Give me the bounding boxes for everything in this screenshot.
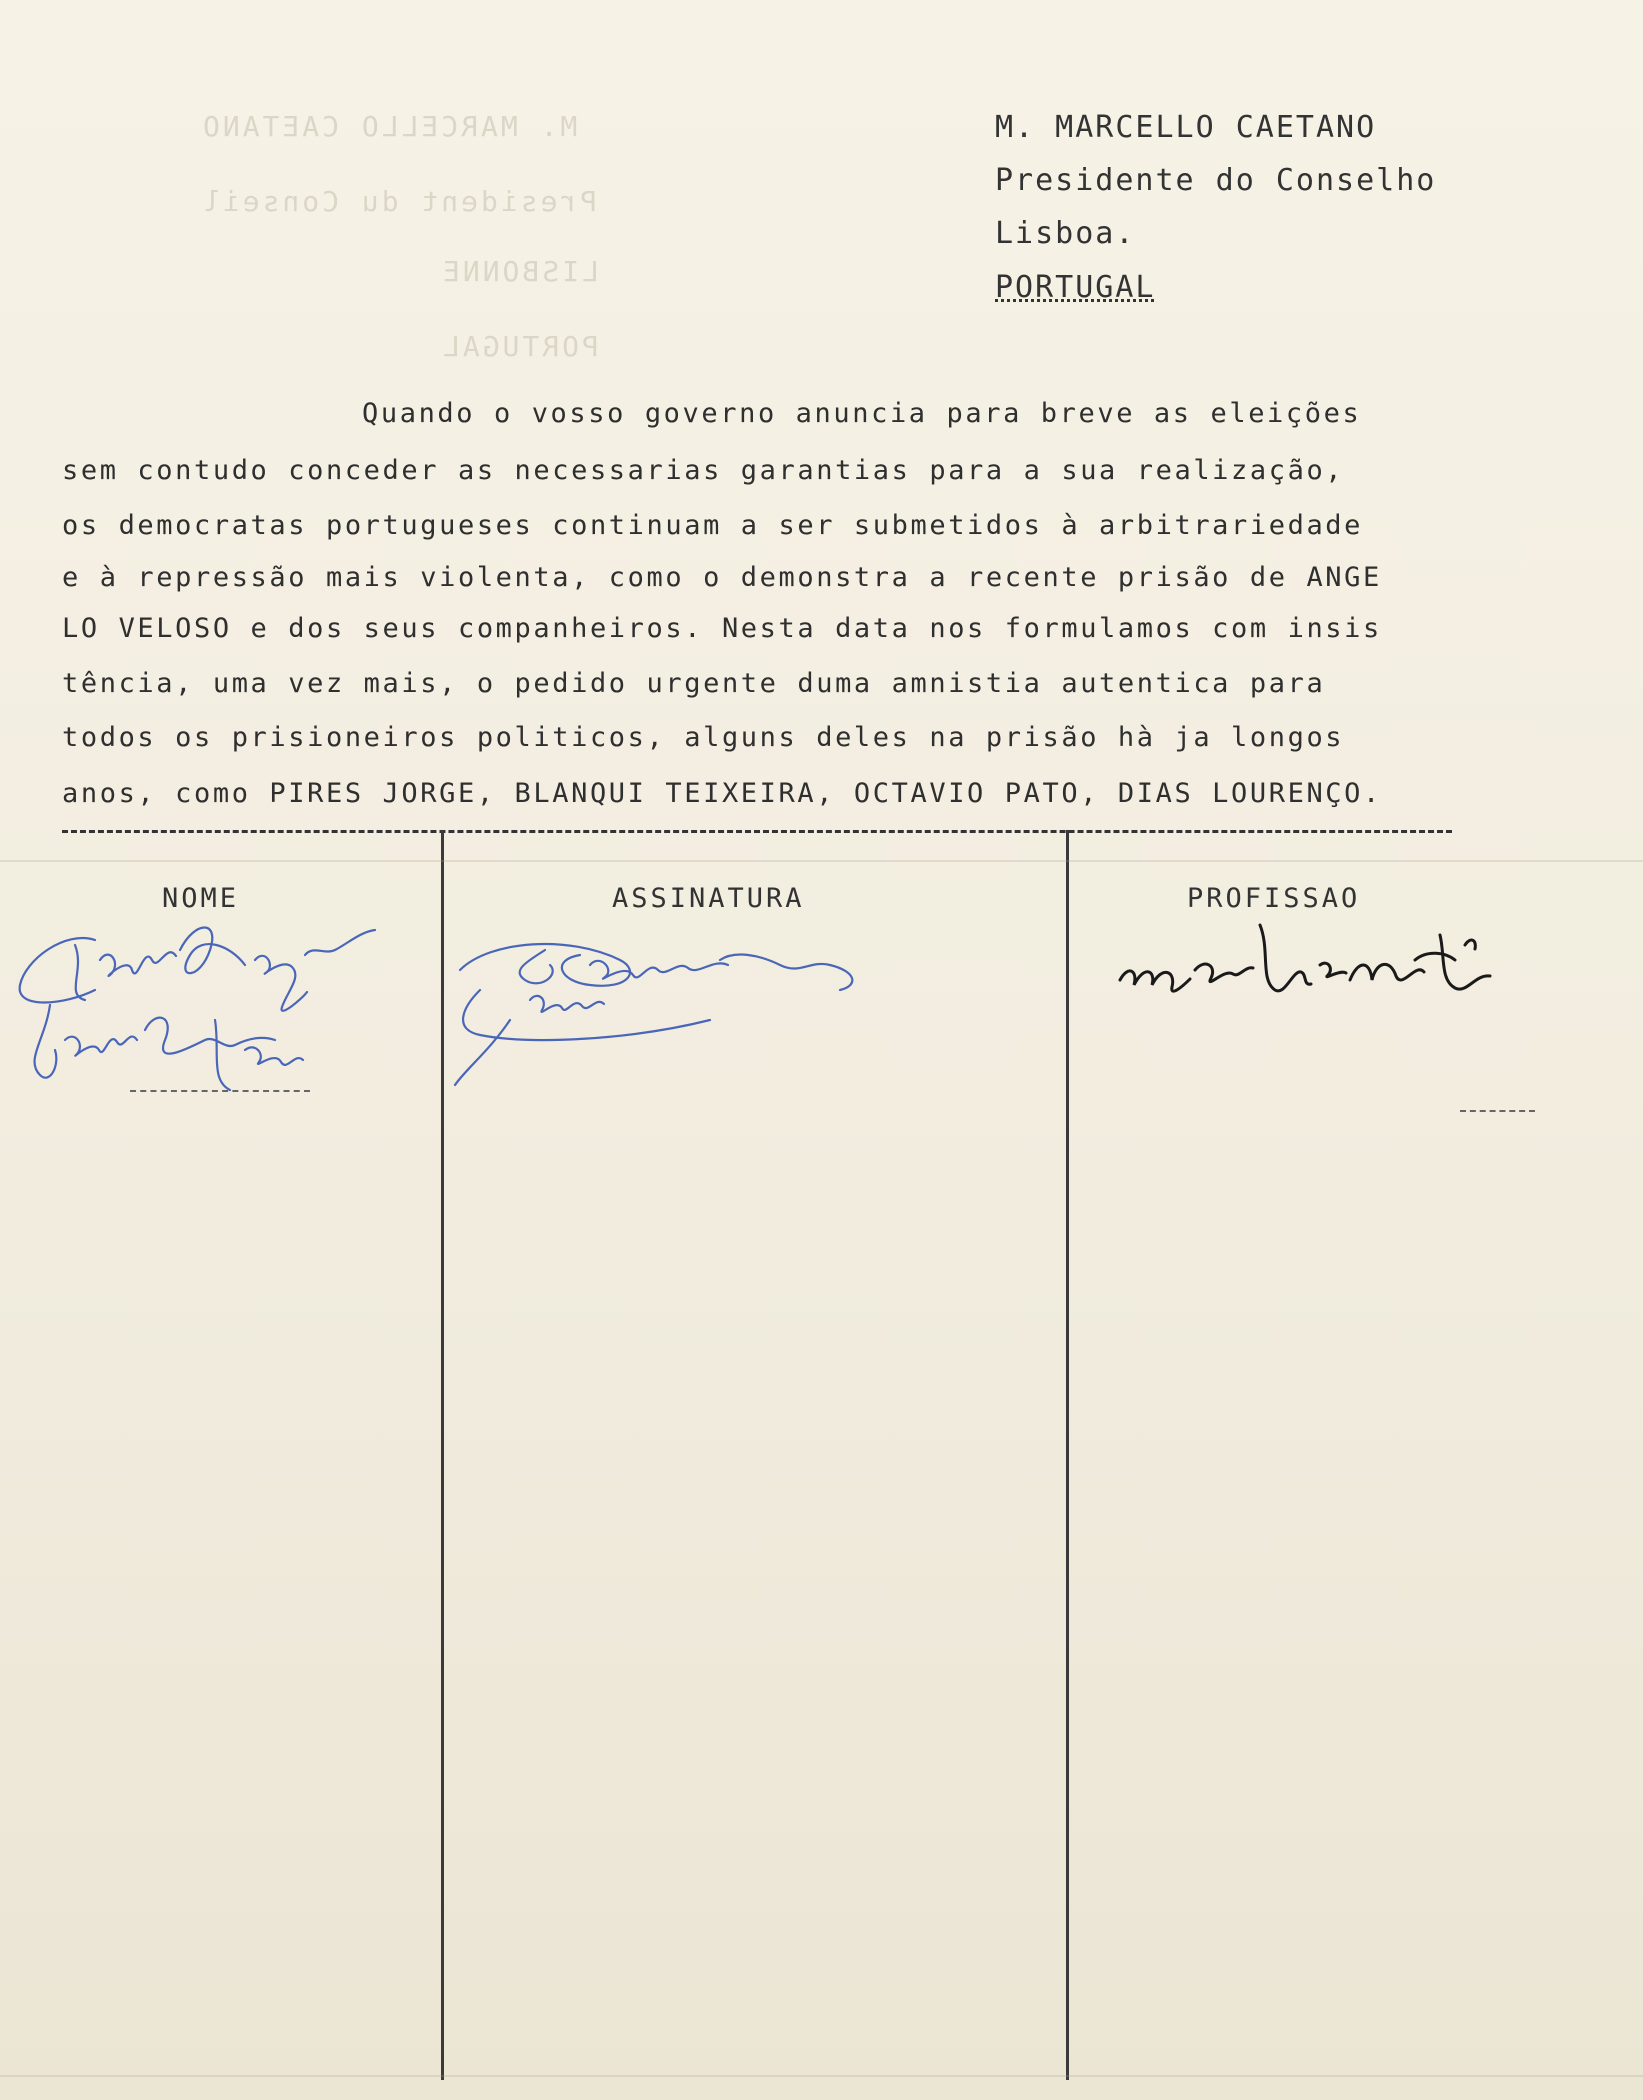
addressee-title: Presidente do Conselho [995,163,1437,198]
bleed-through-text: PORTUGAL [440,330,599,363]
bleed-through-text: President du Conseil [200,185,598,218]
letter-line: anos, como PIRES JORGE, BLANQUI TEIXEIRA, OCTAVIO PATO, DIAS LOURENÇO. [62,778,1382,809]
handwritten-signature-assinatura [450,920,970,1100]
letter-line: sem contudo conceder as necessarias garantias para a sua realização, [62,455,1345,486]
addressee-city: Lisboa. [995,216,1136,251]
letter-line: os democratas portugueses continuam a ser submetidos à arbitrariedade [62,510,1364,541]
letter-line: tência, uma vez mais, o pedido urgente duma amnistia autentica para [62,668,1326,699]
letter-line: Quando o vosso governo anuncia para breve as eleições [362,398,1362,429]
handwritten-profession [1110,910,1530,1030]
column-header-nome: NOME [162,883,240,914]
column-header-assinatura: ASSINATURA [612,883,805,914]
letter-line: todos os prisioneiros politicos, alguns deles na prisão hà ja longos [62,722,1345,753]
table-top-dashed-rule [62,830,1452,833]
letter-line: e à repressão mais violenta, como o demonstra a recente prisão de ANGE [62,562,1382,593]
addressee-name: M. MARCELLO CAETANO [995,110,1377,145]
letter-line: LO VELOSO e dos seus companheiros. Nesta data nos formulamos com insis [62,613,1382,644]
row-dashed-rule [1460,1110,1535,1112]
paper-fold [0,860,1643,862]
bleed-through-text: LISBONNE [440,255,599,288]
bleed-through-text: M. MARCELLO CAETANO [200,110,578,143]
column-divider [1066,830,1069,2080]
handwritten-name-signature [5,900,445,1100]
addressee-country: PORTUGAL [995,270,1156,305]
paper-fold [0,2075,1643,2077]
column-header-profissao: PROFISSAO [1187,883,1361,914]
